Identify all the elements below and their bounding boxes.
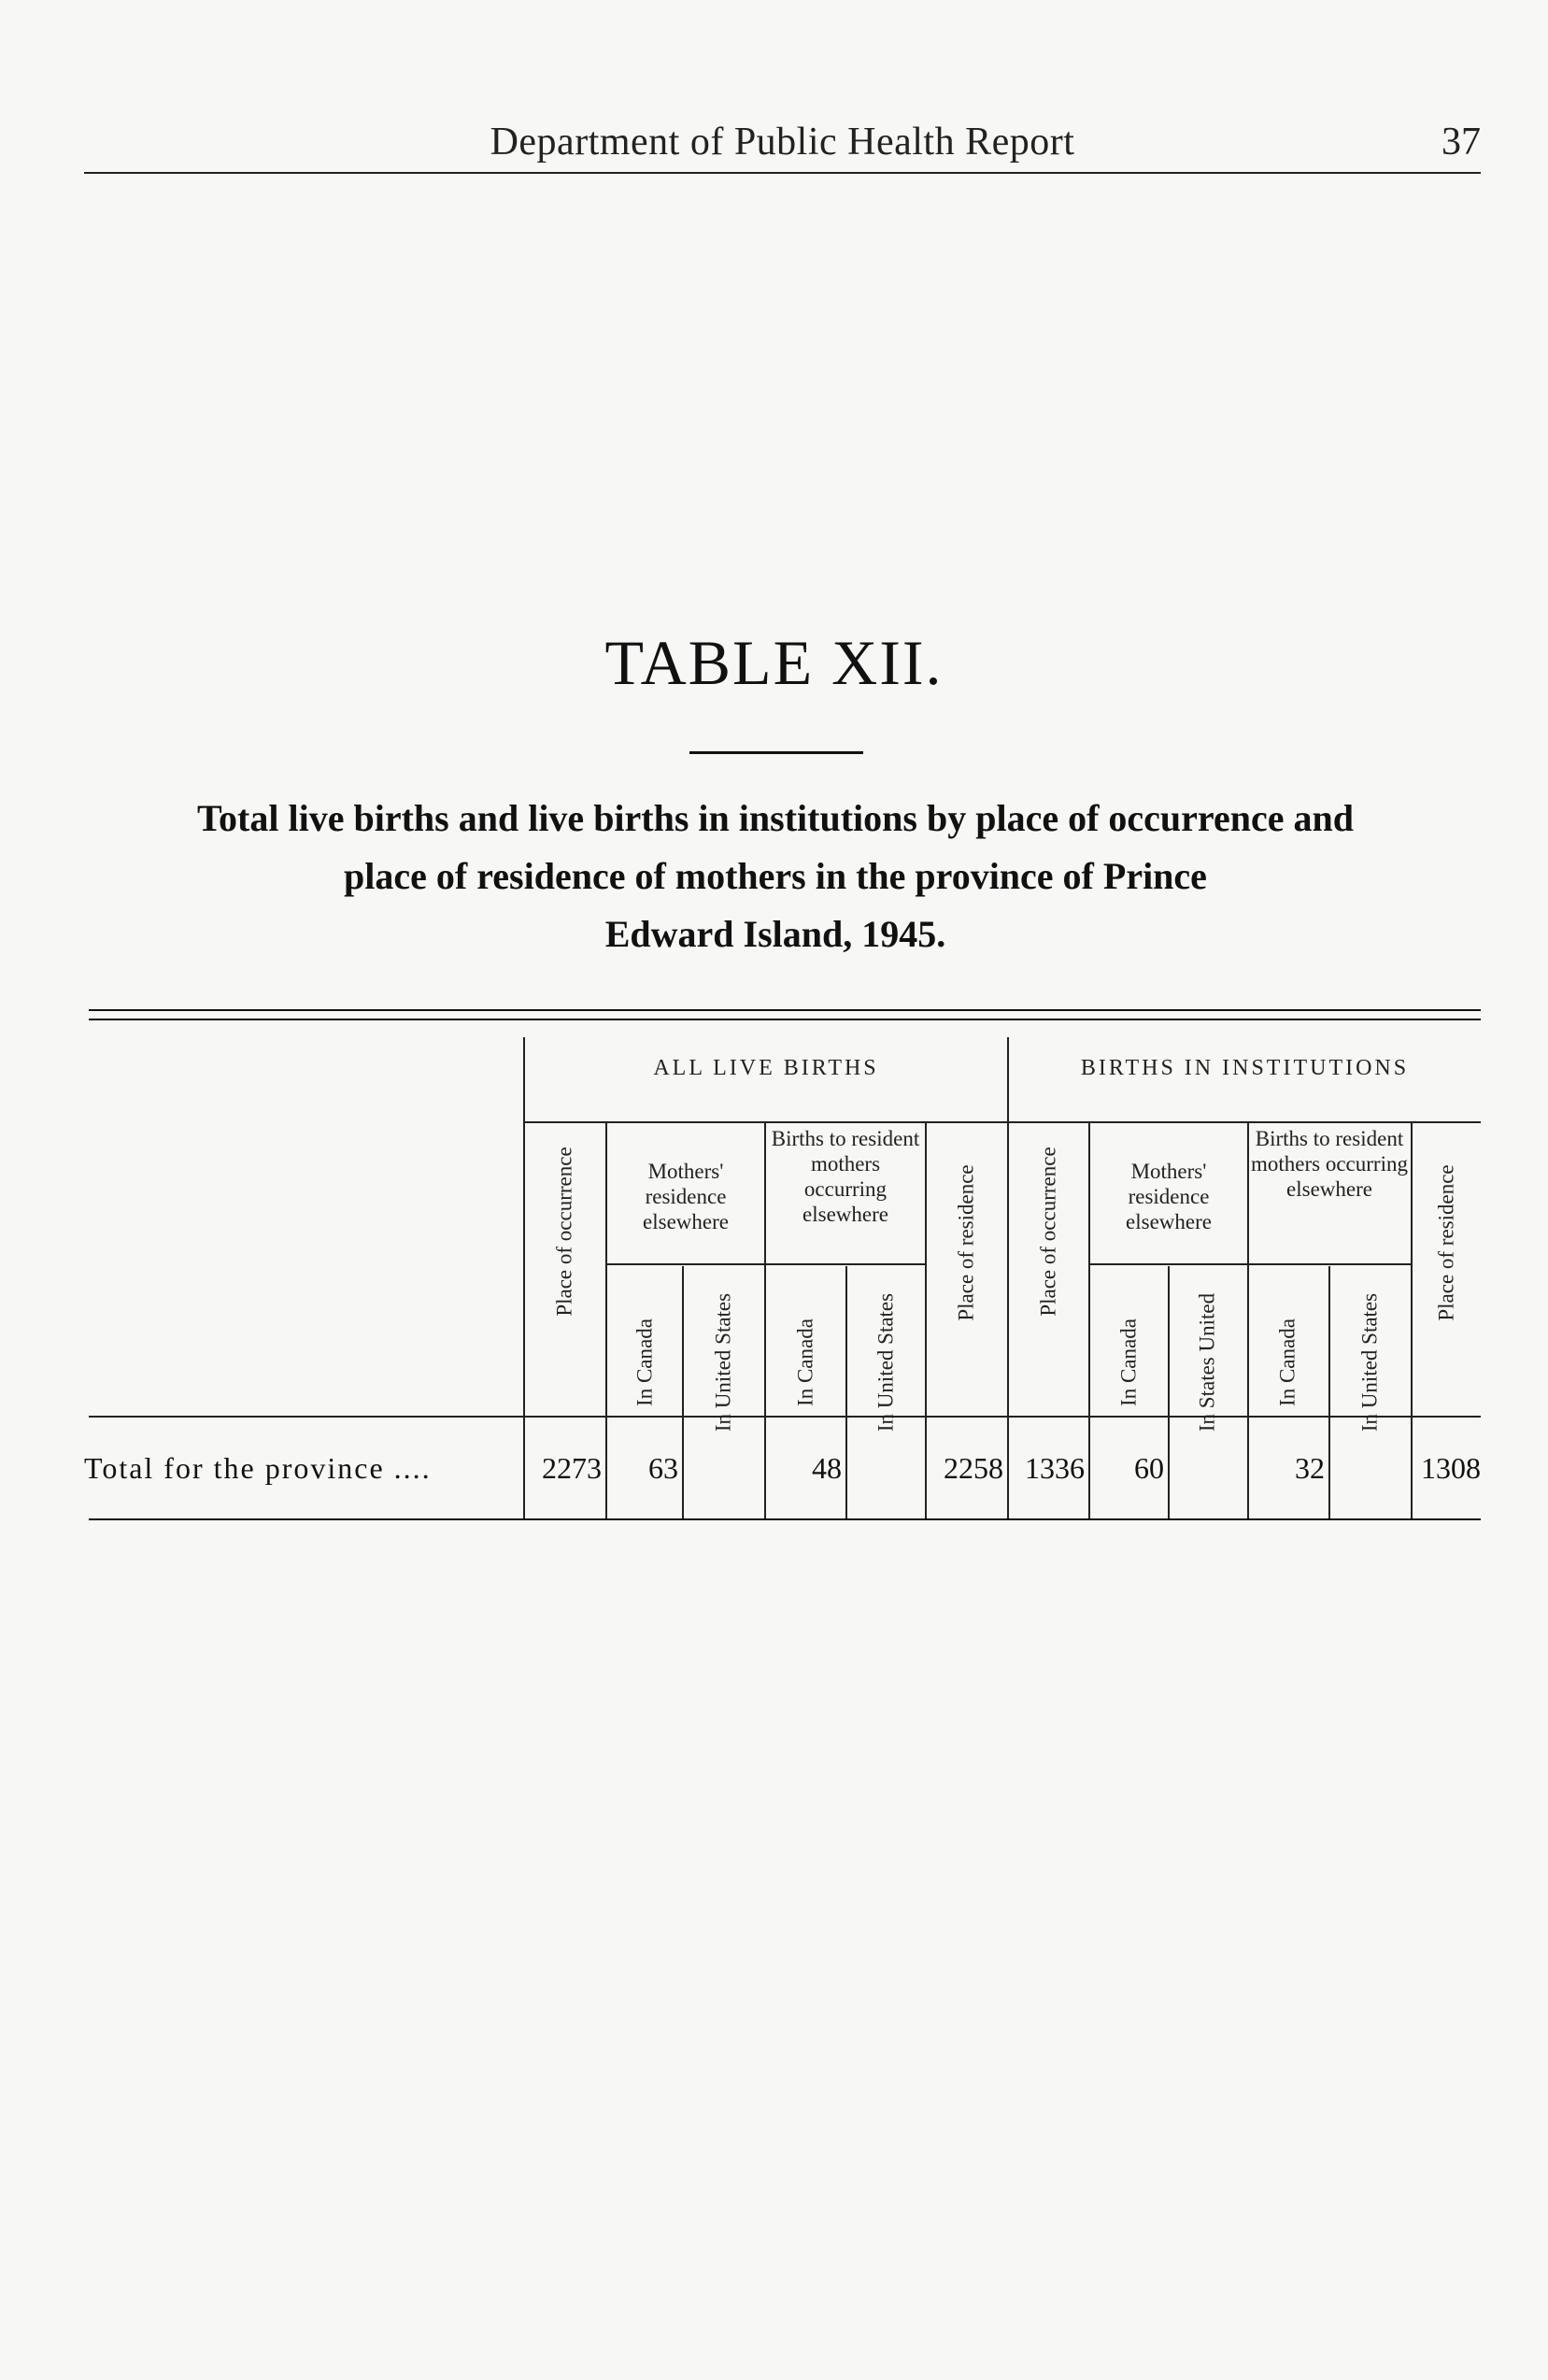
- page-number: 37: [1441, 121, 1481, 164]
- all-mothers-residence-header: Mothers' residence elsewhere: [643, 1160, 729, 1233]
- inst-mothers-residence-header: Mothers' residence elsewhere: [1126, 1160, 1212, 1233]
- subgroup-rule: [605, 1263, 764, 1265]
- births-in-institutions-header: BIRTHS IN INSTITUTIONS: [1080, 1056, 1410, 1080]
- stub-separator: [523, 1037, 525, 1518]
- table-top-rule-2: [89, 1019, 1481, 1020]
- subgroup-rule: [1088, 1263, 1247, 1265]
- inst-mothers-in-canada-header: In Canada: [1116, 1318, 1141, 1406]
- group-separator: [1007, 1037, 1009, 1518]
- running-title: Department of Public Health Report: [490, 121, 1075, 164]
- all-births-in-us-header: In United States: [873, 1292, 898, 1432]
- caption-line-3: Edward Island, 1945.: [604, 913, 946, 955]
- cell-all-place-of-occurrence: 2273: [542, 1451, 602, 1485]
- inst-place-of-occurrence-header: Place of occurrence: [1036, 1147, 1060, 1317]
- title-rule: [689, 751, 863, 754]
- group-header-rule: [523, 1121, 1481, 1123]
- table-title: TABLE XII.: [604, 627, 944, 698]
- cell-all-births-in-canada: 48: [812, 1451, 842, 1485]
- all-live-births-header: ALL LIVE BIRTHS: [653, 1056, 879, 1080]
- all-mothers-in-canada-header: In Canada: [632, 1318, 657, 1406]
- caption-line-2: place of residence of mothers in the province of Prince: [344, 855, 1207, 897]
- all-place-of-residence-header: Place of residence: [954, 1164, 978, 1321]
- table-bottom-rule: [89, 1518, 1481, 1520]
- cell-inst-births-in-canada: 32: [1295, 1451, 1325, 1485]
- inst-mothers-in-us-header: In States United: [1195, 1292, 1219, 1432]
- inst-births-in-us-header: In United States: [1357, 1292, 1382, 1432]
- all-place-of-occurrence-header: Place of occurrence: [552, 1147, 576, 1317]
- table-caption: [65, 790, 1485, 963]
- subgroup-rule: [1247, 1263, 1411, 1265]
- inst-births-in-canada-header: In Canada: [1275, 1318, 1299, 1406]
- col-line: [1168, 1266, 1170, 1518]
- col-line: [1328, 1266, 1330, 1518]
- subgroup-rule: [764, 1263, 925, 1265]
- all-mothers-in-us-header: In United States: [711, 1292, 735, 1432]
- cell-inst-place-of-residence: 1308: [1421, 1451, 1481, 1485]
- col-line: [845, 1266, 847, 1518]
- running-head: [84, 120, 1481, 174]
- cell-all-mothers-in-canada: 63: [648, 1451, 678, 1485]
- cell-all-place-of-residence: 2258: [944, 1451, 1003, 1485]
- caption-line-1: Total live births and live births in institutions by place of occurrence and: [197, 797, 1354, 839]
- col-line: [682, 1266, 684, 1518]
- inst-births-to-resident-header: Births to resident mothers occurring elsewhere: [1251, 1127, 1408, 1201]
- table-top-rule: [89, 1009, 1481, 1011]
- cell-inst-place-of-occurrence: 1336: [1025, 1451, 1085, 1485]
- row-label: Total for the province ....: [84, 1451, 432, 1485]
- inst-place-of-residence-header: Place of residence: [1434, 1164, 1458, 1321]
- cell-inst-mothers-in-canada: 60: [1134, 1451, 1164, 1485]
- all-births-to-resident-header: Births to resident mothers occurring elsewhere: [771, 1127, 920, 1226]
- header-bottom-rule: [89, 1416, 1481, 1418]
- all-births-in-canada-header: In Canada: [793, 1318, 817, 1406]
